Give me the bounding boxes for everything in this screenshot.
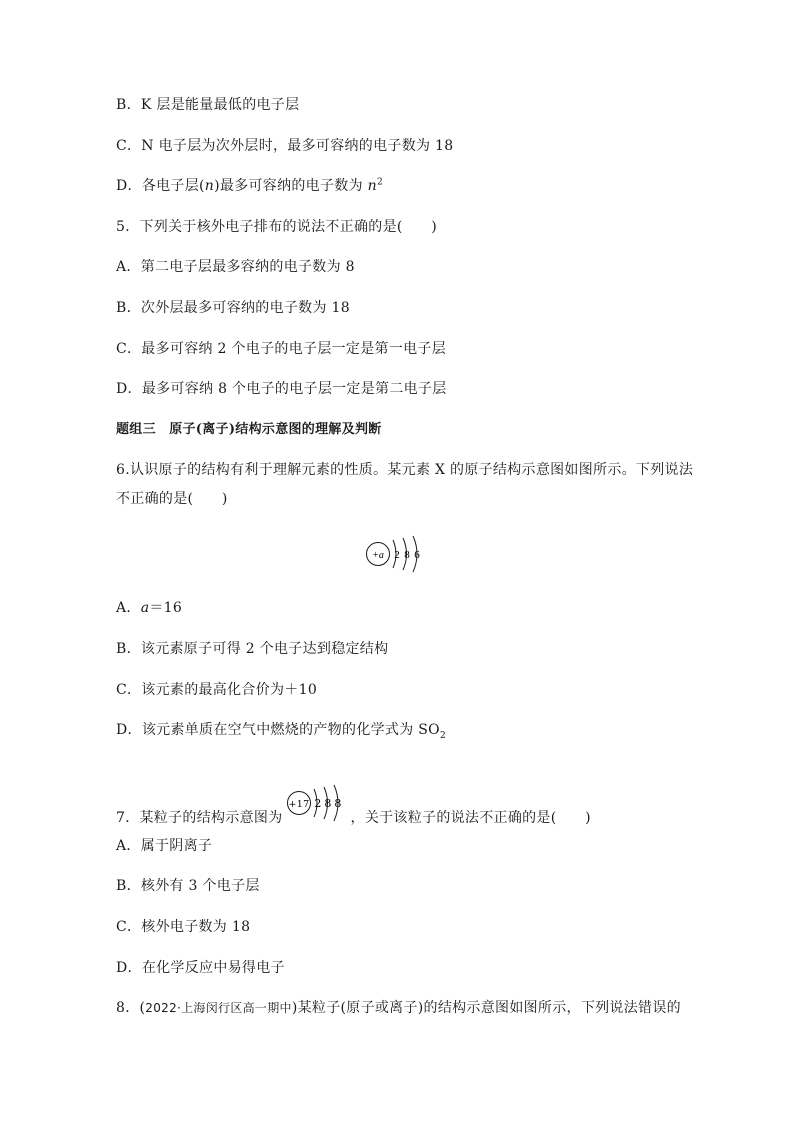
q6-option-d: D．该元素单质在空气中燃烧的产物的化学式为 $SO_2$ <box>116 722 446 741</box>
q6-option-b: B．该元素原子可得 2 个电子达到稳定结构 <box>116 641 389 657</box>
q7-shell-electrons-2: 8 <box>323 797 332 810</box>
q7-shell-electrons-3: 8 <box>333 797 342 810</box>
q6-stem-line1: 6.认识原子的结构有利于理解元素的性质。某元素 X 的原子结构示意图如图所示。下列说法 <box>116 462 694 478</box>
q4-option-c: C．N 电子层为次外层时，最多可容纳的电子数为 18 <box>116 138 454 154</box>
q7-option-d: D．在化学反应中易得电子 <box>116 960 285 976</box>
q7-stem: 7．某粒子的结构示意图为 +17 2 8 8 ，关于该粒子的说法不正确的是( ) <box>116 796 591 840</box>
q5-option-c: C．最多可容纳 2 个电子的电子层一定是第一电子层 <box>116 341 447 357</box>
q6-stem-line2: 不正确的是( ) <box>116 491 228 507</box>
q7-ion-structure-diagram <box>285 782 349 826</box>
q7-option-c: C．核外电子数为 18 <box>116 919 251 935</box>
q4-option-b: B．K 层是能量最低的电子层 <box>116 97 300 113</box>
q4-option-d: D．各电子层(n)最多可容纳的电子数为 $n^2$ <box>116 177 383 194</box>
q6-atom-structure-diagram <box>364 533 430 577</box>
q6-nucleus-charge: +a <box>372 550 384 561</box>
q5-stem: 5．下列关于核外电子排布的说法不正确的是( ) <box>116 219 438 235</box>
q6-shell-electrons-3: 6 <box>414 549 420 561</box>
q8-source: 2022·上海闵行区高一期中 <box>145 1001 292 1015</box>
q5-option-b: B．次外层最多可容纳的电子数为 18 <box>116 300 350 316</box>
group3-title: 题组三 原子(离子)结构示意图的理解及判断 <box>116 422 382 437</box>
q6-shell-electrons-2: 8 <box>404 549 410 561</box>
q7-shell-electrons-1: 2 <box>313 797 322 810</box>
q6-option-a: A．a＝16 <box>116 600 183 616</box>
q5-option-d: D．最多可容纳 8 个电子的电子层一定是第二电子层 <box>116 381 447 397</box>
q7-option-a: A．属于阴离子 <box>116 838 213 854</box>
q7-nucleus-charge: +17 <box>288 799 309 810</box>
q8-stem: 8．(2022·上海闵行区高一期中)某粒子(原子或离子)的结构示意图如图所示，下列说法错误的 <box>116 1000 681 1016</box>
q6-shell-electrons-1: 2 <box>394 549 400 561</box>
q6-option-c: C．该元素的最高化合价为＋10 <box>116 682 318 698</box>
q7-option-b: B．核外有 3 个电子层 <box>116 878 260 894</box>
q5-option-a: A．第二电子层最多容纳的电子数为 8 <box>116 259 355 275</box>
